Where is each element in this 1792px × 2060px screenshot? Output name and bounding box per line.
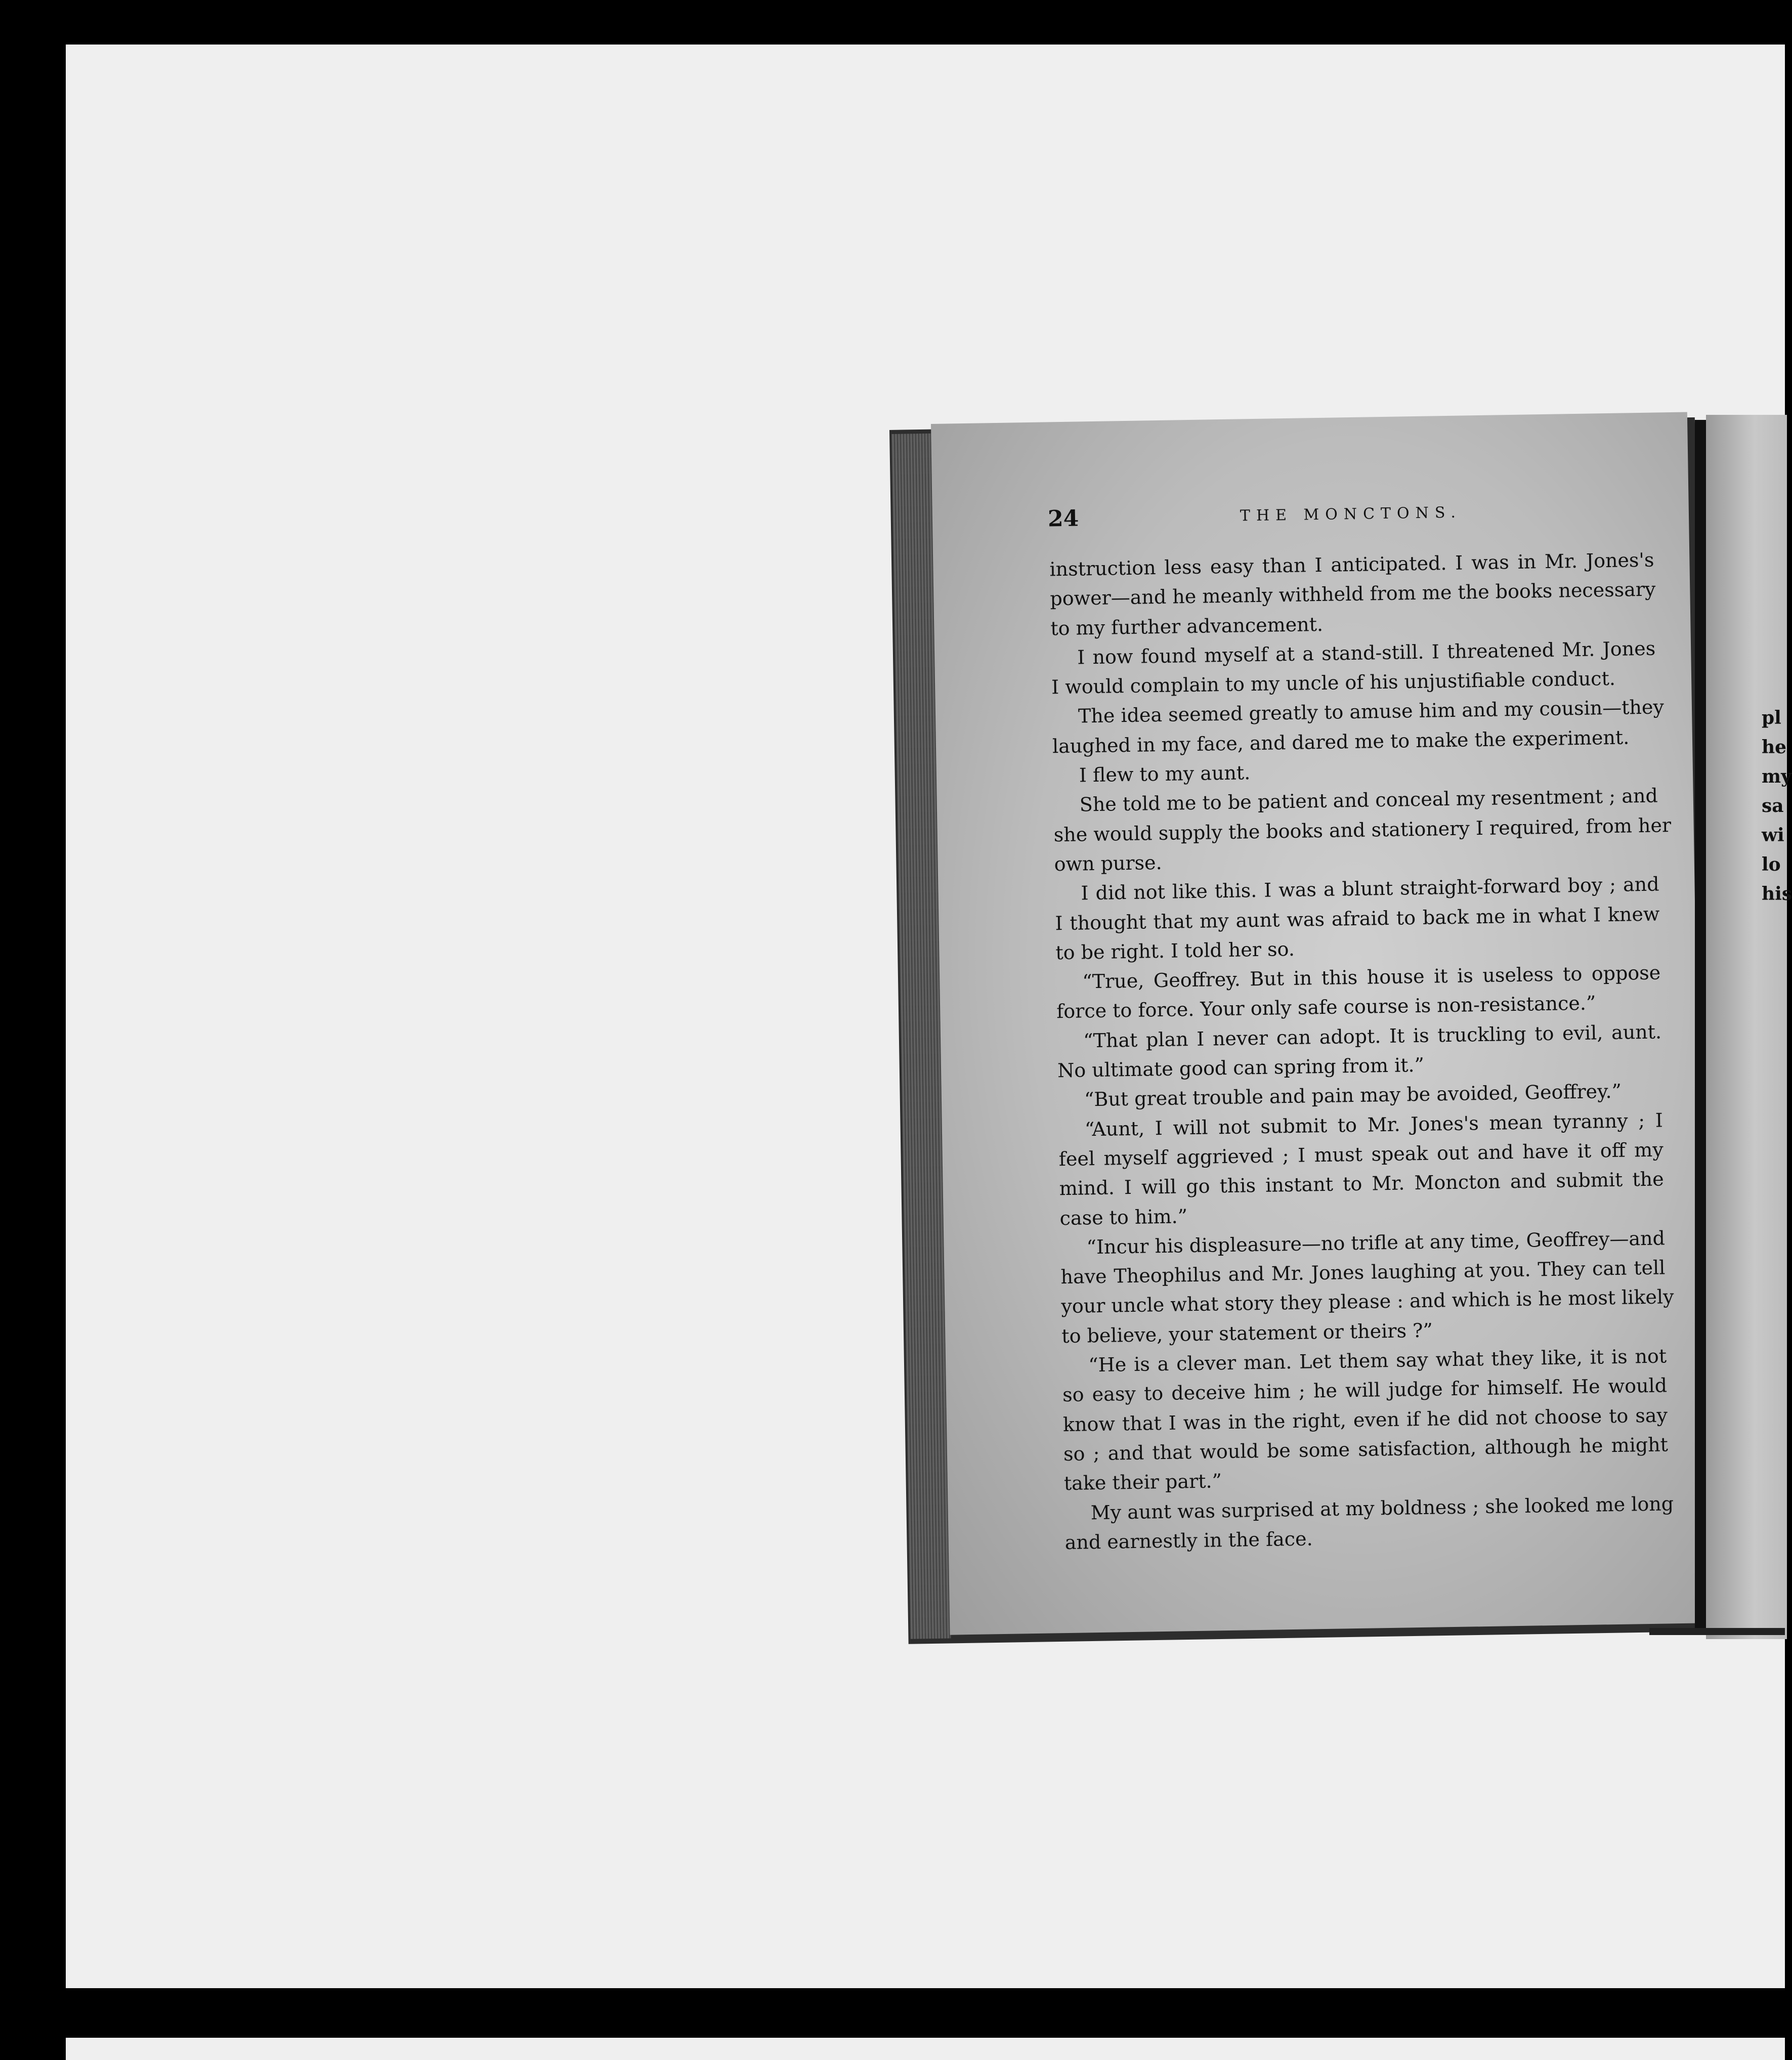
text-line: “He is a clever man. Let them say what they like, it is not	[1088, 1345, 1667, 1377]
facing-page	[1706, 415, 1787, 1639]
text-line: I would complain to my uncle of his unjustifiable conduct.	[1051, 667, 1616, 699]
fragment-text: wi	[1762, 825, 1784, 846]
running-head-title: THE MONCTONS.	[1240, 503, 1462, 525]
fragment-text: sa	[1762, 795, 1784, 817]
text-line: “But great trouble and pain may be avoided, Geoffrey.”	[1084, 1080, 1622, 1111]
book-page	[931, 412, 1706, 1635]
text-line: have Theophilus and Mr. Jones laughing at you. They can tell	[1060, 1256, 1666, 1289]
text-line: force to force. Your only safe course is non-resistance.”	[1056, 992, 1596, 1023]
book-gutter	[1695, 420, 1706, 1634]
text-line: so ; and that would be some satisfaction, although he might	[1063, 1433, 1669, 1466]
body-text	[1049, 545, 1674, 1558]
text-line: mind. I will go this instant to Mr. Moncton and submit the	[1059, 1168, 1664, 1200]
text-line: case to him.”	[1059, 1205, 1188, 1229]
text-line: “Incur his displeasure—no trifle at any time, Geoffrey—and	[1086, 1227, 1666, 1259]
fragment-text: his	[1762, 883, 1792, 905]
text-line: No ultimate good can spring from it.”	[1057, 1053, 1425, 1082]
text-line: I now found myself at a stand-still. I threatened Mr. Jones	[1077, 637, 1656, 669]
text-line: “True, Geoffrey. But in this house it is useless to oppose	[1082, 961, 1661, 993]
text-line: own purse.	[1054, 851, 1163, 876]
text-line: power—and he meanly withheld from me the books necessary	[1050, 578, 1656, 610]
text-line: I thought that my aunt was afraid to back me in what I knew	[1055, 903, 1660, 934]
text-line: to be right. I told her so.	[1055, 937, 1295, 964]
microfilm-bottom-strip	[66, 2038, 1785, 2060]
text-line: your uncle what story they please : and which is he most likely	[1061, 1285, 1674, 1318]
facing-page-bottom-edge	[1649, 1628, 1785, 1635]
fragment-text: my	[1762, 766, 1792, 787]
text-line: to believe, your statement or theirs ?”	[1061, 1319, 1433, 1347]
fragment-text: he	[1762, 737, 1787, 758]
text-line: take their part.”	[1063, 1470, 1222, 1495]
text-line: and earnestly in the face.	[1064, 1527, 1313, 1554]
fragment-text: lo	[1762, 854, 1781, 875]
text-line: I flew to my aunt.	[1079, 761, 1251, 787]
facing-page-fragments	[1762, 703, 1792, 909]
text-line: feel myself aggrieved ; I must speak out and have it off my	[1058, 1138, 1664, 1171]
text-line: instruction less easy than I anticipated. I was in Mr. Jones's	[1049, 548, 1654, 581]
text-line: I did not like this. I was a blunt straight-forward boy ; and	[1081, 873, 1659, 905]
text-line: know that I was in the right, even if he did not choose to say	[1062, 1403, 1668, 1436]
page-number: 24	[1047, 505, 1079, 532]
text-line: so easy to deceive him ; he will judge for himself. He would	[1062, 1374, 1668, 1406]
text-line: she would supply the books and stationery I required, from her	[1053, 813, 1672, 846]
running-head	[1048, 495, 1655, 535]
text-line: “That plan I never can adopt. It is truckling to evil, aunt.	[1083, 1020, 1662, 1052]
fragment-text: pl	[1762, 707, 1781, 728]
text-line: The idea seemed greatly to amuse him and my cousin—they	[1078, 696, 1665, 727]
text-line: laughed in my face, and dared me to make the experiment.	[1052, 726, 1630, 758]
text-line: “Aunt, I will not submit to Mr. Jones's mean tyranny ; I	[1084, 1109, 1663, 1141]
text-line: She told me to be patient and conceal my resentment ; and	[1079, 784, 1658, 816]
text-line: to my further advancement.	[1050, 613, 1324, 639]
text-line: My aunt was surprised at my boldness ; she looked me long	[1090, 1492, 1674, 1524]
